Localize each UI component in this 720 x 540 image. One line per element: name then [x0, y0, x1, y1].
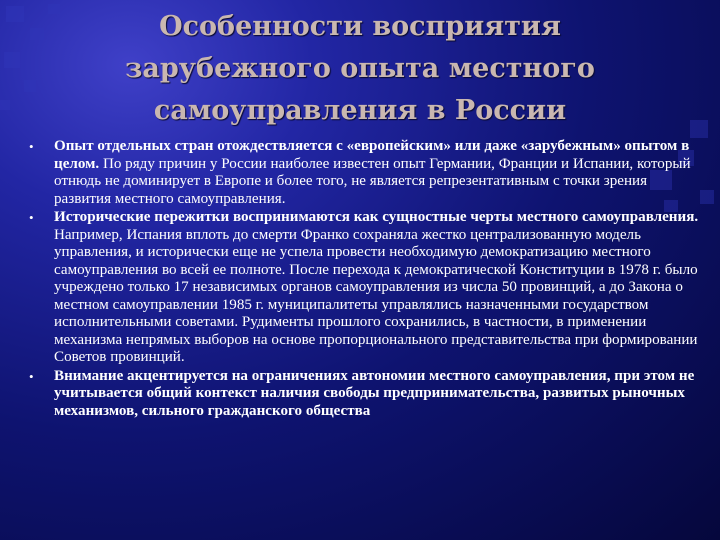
bullet-dot-icon: •: [29, 368, 34, 384]
bullet-1-text: По ряду причин у России наиболее известен опыт Германии, Франции и Испании, который отнюдь не доминирует в Европе и более того, не является репрезентативным с точки зрения развития местного самоуправления.: [54, 155, 691, 207]
title-line-3: самоуправления в России: [153, 95, 567, 126]
bullet-item-2: [26, 209, 706, 367]
bullet-list: [26, 138, 706, 421]
slide-title: [40, 6, 680, 132]
bullet-2-lead: Исторические пережитки воспринимаются как сущностные черты местного самоуправления.: [54, 209, 699, 225]
bullet-dot-icon: •: [29, 210, 34, 225]
bullet-item-1: [26, 138, 706, 208]
title-line-2: зарубежного опыта местного: [125, 53, 595, 84]
bullet-1-lead: Опыт отдельных стран отождествляется с «европейским» или даже «зарубежным» опытом в целом.: [54, 138, 690, 172]
title-line-1: Особенности восприятия: [159, 11, 561, 42]
bullet-2-text: Например, Испания вплоть до смерти Франко сохраняла жестко централизованную модель управления, и исторически еще не успела провести необходимую демократизацию местного самоуправления во всей ее полноте. После перехода к демократической Конституции в 1978 г. было учреждено только 17 независимых органов самоуправления из числа 50 провинций, а до Закона о местном самоуправлении 1985 г. муниципалитеты управлялись назначенными государством исполнительными советами. Рудименты прошлого сохранились, в частности, в применении механизма непрямых выборов на основе пропорционального представительства при формировании Советов провинций.: [54, 226, 698, 365]
bullet-3-lead: Внимание акцентируется на ограничениях автономии местного самоуправления, при этом не учитывается общий контекст наличия свободы предпринимательства, развитых рыночных механизмов, сильного гражданского общества: [54, 367, 695, 419]
bullet-item-3: [26, 368, 706, 421]
bullet-dot-icon: •: [29, 139, 34, 154]
